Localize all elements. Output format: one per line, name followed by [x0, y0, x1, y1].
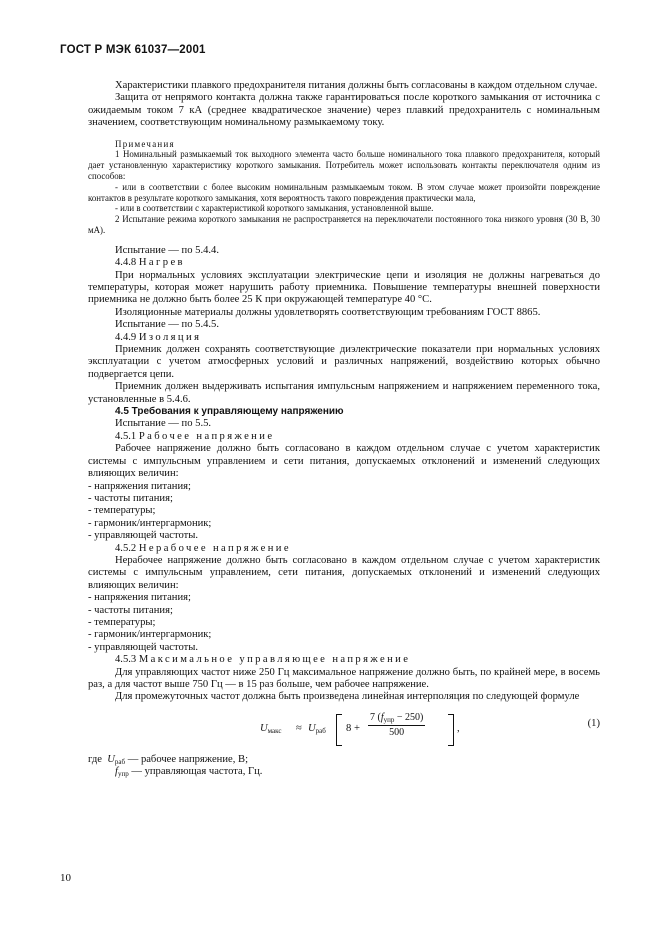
fraction-denominator: 500 [389, 727, 405, 739]
where-definition: где $U_{раб}$ — рабочее напряжение, В; [88, 753, 249, 766]
list-item: - напряжения питания; [88, 480, 191, 492]
paragraph: Нерабочее напряжение должно быть согласовано в каждом отдельном случае с учетом характеристик системы с импульсным управлением, сети питания, допускаемых отклонений и изменений следующих влияющих величин: [88, 554, 600, 591]
section-number: 4.5.1 [115, 430, 137, 442]
list-item: - частоты питания; [88, 492, 173, 504]
formula-expression [260, 712, 520, 750]
where-definition: $f_{упр}$ — управляющая частота, Гц. [115, 766, 263, 779]
test-reference: Испытание — по 5.4.5. [115, 319, 219, 331]
section-heading-4-5-2 [88, 543, 600, 555]
section-title: Нагрев [138, 257, 185, 269]
paragraph: Защита от непрямого контакта должна также гарантироваться после короткого замыкания от источника с ожидаемым током 7 кА (среднее квадратическое значение) через плавкий предохранитель с номинальным значением, соответствующим номинальному размыкаемому току. [88, 92, 600, 129]
test-reference: Испытание — по 5.5. [115, 418, 212, 430]
section-heading-4-5-3 [88, 654, 600, 666]
section-heading-4-4-8 [88, 257, 600, 269]
section-number: 4.4.8 [115, 257, 137, 269]
fraction-numerator: 7 $(f_{упр} - 250)$ [368, 712, 425, 726]
note-item: 1 Номинальный размыкаемый ток выходного элемента часто больше номинального тока плавкого предохранителя, который дает установленную характеристику короткого замыкания. Потребитель может использовать контакты переключателя одним из способов: [88, 149, 600, 182]
document-body [88, 80, 600, 779]
section-title: Изоляция [138, 331, 202, 343]
where-label: где [88, 753, 102, 765]
paragraph: Изоляционные материалы должны удовлетворять соответствующим требованиям ГОСТ 8865. [115, 306, 541, 318]
formula-u-work: $U_{раб}$ [308, 722, 326, 735]
note-item: 2 Испытание режима короткого замыкания не распространяется на переключатели постоянного тока низкого уровня (30 В, 30 мА). [88, 214, 600, 235]
right-bracket [448, 714, 454, 746]
paragraph: Характеристики плавкого предохранителя питания должны быть согласованы в каждом отдельном случае. [115, 80, 598, 91]
paragraph: При нормальных условиях эксплуатации электрические цепи и изоляция не должны нагреваться до температуры, которая может нарушить работу приемника. Повышение температуры внешней поверхности приемника не должно быть более 25 К при окружающей температуре 40 °С. [88, 269, 600, 306]
section-title: Рабочее напряжение [138, 430, 275, 442]
notes-block [88, 139, 600, 236]
section-heading-4-5-1 [88, 431, 600, 443]
formula-1 [88, 710, 600, 750]
section-title: Нерабочее напряжение [138, 542, 291, 554]
formula-fraction [368, 712, 425, 740]
list-item: - температуры; [88, 616, 156, 628]
list-item: - температуры; [88, 505, 156, 517]
list-item: - управляющей частоты. [88, 530, 199, 542]
section-heading-4-5: 4.5 Требования к управляющему напряжению [115, 406, 344, 418]
var-symbol: U [107, 753, 115, 765]
formula-comma: , [457, 722, 460, 734]
formula-number: (1) [587, 717, 600, 729]
var-description: — управляющая частота, Гц. [128, 766, 263, 778]
formula-lhs: $U_{макс}$ [260, 722, 282, 735]
section-heading-4-4-9 [88, 332, 600, 344]
list-item: - гармоник/интергармоник; [88, 629, 212, 641]
test-reference: Испытание — по 5.4.4. [115, 244, 219, 256]
section-number: 4.5.2 [115, 542, 137, 554]
notes-heading: Примечания [115, 138, 175, 149]
list-item: - частоты питания; [88, 604, 173, 616]
page-number: 10 [60, 872, 71, 884]
left-bracket [336, 714, 342, 746]
section-title: Максимальное управляющее напряжение [138, 654, 411, 666]
paragraph: Для промежуточных частот должна быть произведена линейная интерполяция по следующей формуле [115, 691, 580, 703]
note-item: - или в соответствии с более высоким номинальным размыкаемым током. В этом случае может произойти повреждение контактов в результате короткого замыкания, хотя вероятность такого повреждения практически мала, [88, 181, 600, 203]
paragraph: Приемник должен сохранять соответствующие диэлектрические показатели при нормальных условиях эксплуатации с учетом атмосферных условий и различных напряжений, воздействию которых обычно подвергается цепи. [88, 344, 600, 380]
paragraph: Для управляющих частот ниже 250 Гц максимальное напряжение должно быть, по крайней мере, в восемь раз, а для частот выше 750 Гц — в 15 раз больше, чем рабочее напряжение. [88, 666, 600, 691]
section-number: 4.4.9 [115, 331, 137, 343]
formula-approx: ≈ [296, 722, 302, 734]
formula-eight-plus: 8 + [346, 722, 360, 734]
note-item: - или в соответствии с характеристикой короткого замыкания, установленной выше. [115, 203, 434, 214]
paragraph: Приемник должен выдерживать испытания импульсным напряжением и напряжением переменного тока, установленные в 5.4.6. [88, 381, 600, 405]
section-number: 4.5.3 [115, 654, 137, 666]
list-item: - гармоник/интергармоник; [88, 517, 212, 529]
list-item: - управляющей частоты. [88, 641, 199, 653]
list-item: - напряжения питания; [88, 592, 191, 604]
paragraph: Рабочее напряжение должно быть согласовано в каждом отдельном случае с учетом характеристик системы с импульсным управлением и сети питания, допускаемых отклонений и изменений следующих влияющих величин: [88, 443, 600, 480]
var-symbol: f [115, 766, 118, 778]
document-header: ГОСТ Р МЭК 61037—2001 [60, 44, 206, 56]
var-description: — рабочее напряжение, В; [125, 753, 249, 765]
